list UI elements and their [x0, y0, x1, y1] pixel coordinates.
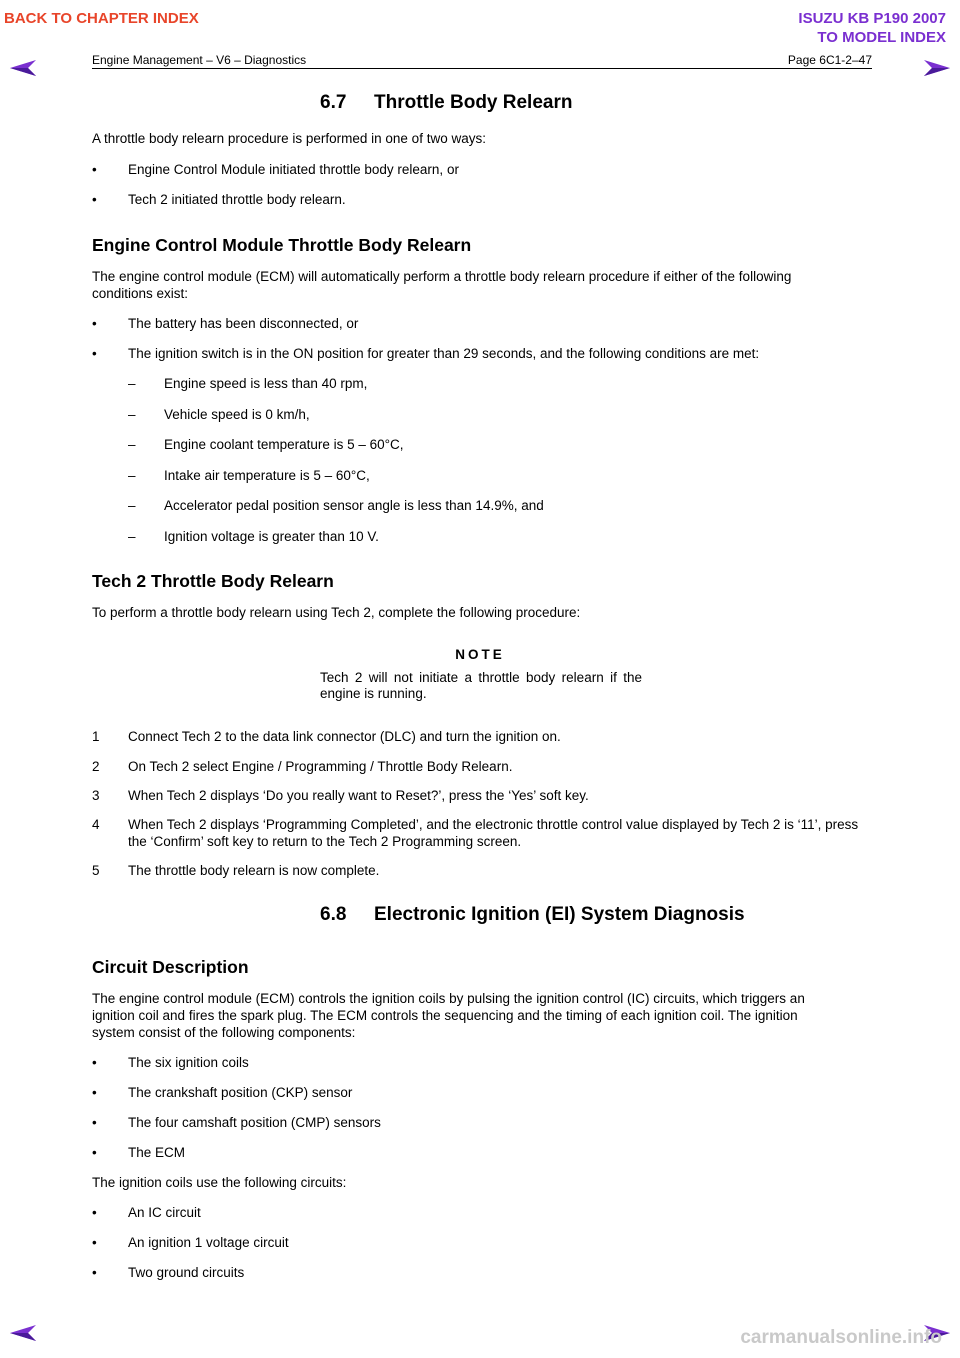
sub-list-item-text: Accelerator pedal position sensor angle is less than 14.9%, and — [164, 498, 544, 513]
sub-list-item-text: Engine coolant temperature is 5 – 60°C, — [164, 437, 404, 452]
step-text: When Tech 2 displays ‘Do you really want to Reset?’, press the ‘Yes’ soft key. — [128, 788, 589, 803]
bullet-icon: • — [92, 1085, 97, 1100]
list-item-text: An IC circuit — [128, 1205, 201, 1220]
note-heading: NOTE — [455, 647, 505, 662]
list-item-text: The crankshaft position (CKP) sensor — [128, 1085, 353, 1100]
list-item-text: Tech 2 initiated throttle body relearn. — [128, 192, 346, 207]
list-item-text: The ignition switch is in the ON position for greater than 29 seconds, and the following conditions are met: — [128, 346, 760, 361]
dash-icon: – — [128, 437, 136, 452]
list-item-text: The battery has been disconnected, or — [128, 316, 359, 331]
dash-icon: – — [128, 407, 136, 422]
dash-icon: – — [128, 529, 136, 544]
back-to-chapter-index-link[interactable]: BACK TO CHAPTER INDEX — [4, 10, 199, 27]
paragraph-line: ignition coil and fires the spark plug. The ECM controls the sequencing and the timing of each ignition coil. The ignition — [92, 1008, 798, 1023]
section-number: 6.7 — [320, 92, 347, 113]
section-title: Throttle Body Relearn — [374, 92, 573, 113]
model-title-link[interactable]: ISUZU KB P190 2007 — [798, 10, 946, 27]
coils-intro: The ignition coils use the following circuits: — [92, 1175, 347, 1190]
sub-list-item-text: Intake air temperature is 5 – 60°C, — [164, 468, 370, 483]
section-6-8-heading — [320, 904, 745, 926]
paragraph-line: conditions exist: — [92, 286, 189, 301]
section-6-7-heading — [320, 92, 572, 114]
dash-icon: – — [128, 468, 136, 483]
sub-list-item-text: Vehicle speed is 0 km/h, — [164, 407, 310, 422]
paragraph-line: The engine control module (ECM) controls the ignition coils by pulsing the ignition control (IC) circuits, which triggers an — [92, 991, 805, 1006]
step-number: 5 — [92, 863, 100, 878]
note-text: Tech 2 will not initiate a throttle body relearn if the engine is running. — [320, 670, 642, 701]
list-item-text: Engine Control Module initiated throttle body relearn, or — [128, 162, 459, 177]
bullet-icon: • — [92, 1115, 97, 1130]
bullet-icon: • — [92, 1055, 97, 1070]
list-item-text: The four camshaft position (CMP) sensors — [128, 1115, 381, 1130]
paragraph-line: The engine control module (ECM) will automatically perform a throttle body relearn procedure if either of the following — [92, 269, 792, 284]
bullet-icon: • — [92, 1265, 97, 1280]
step-number: 4 — [92, 817, 100, 832]
list-item-text: The six ignition coils — [128, 1055, 249, 1070]
running-header — [92, 52, 872, 69]
step-number: 1 — [92, 729, 100, 744]
paragraph-line: system consist of the following components: — [92, 1025, 356, 1040]
model-index-link[interactable]: TO MODEL INDEX — [817, 29, 946, 46]
list-item-text: Two ground circuits — [128, 1265, 245, 1280]
ecm-relearn-heading: Engine Control Module Throttle Body Relearn — [92, 235, 472, 255]
step-text: The throttle body relearn is now complete. — [128, 863, 380, 878]
dash-icon: – — [128, 376, 136, 391]
watermark: carmanualsonline.info — [740, 1327, 942, 1348]
bullet-icon: • — [92, 1205, 97, 1220]
section-title: Electronic Ignition (EI) System Diagnosis — [374, 904, 745, 925]
sub-list-item-text: Ignition voltage is greater than 10 V. — [164, 529, 379, 544]
previous-page-arrow-icon[interactable] — [8, 1323, 38, 1343]
tech2-relearn-heading: Tech 2 Throttle Body Relearn — [92, 571, 334, 591]
previous-page-arrow-icon[interactable] — [8, 58, 38, 78]
step-text: Connect Tech 2 to the data link connector (DLC) and turn the ignition on. — [128, 729, 561, 744]
dash-icon: – — [128, 498, 136, 513]
step-number: 2 — [92, 759, 100, 774]
header-document-title: Engine Management – V6 – Diagnostics — [92, 53, 307, 67]
bullet-icon: • — [92, 316, 97, 331]
list-item-text: An ignition 1 voltage circuit — [128, 1235, 289, 1250]
bullet-icon: • — [92, 1235, 97, 1250]
next-page-arrow-icon[interactable] — [922, 58, 952, 78]
bullet-icon: • — [92, 346, 97, 361]
section-number: 6.8 — [320, 904, 347, 925]
tech2-intro: To perform a throttle body relearn using Tech 2, complete the following procedure: — [92, 605, 581, 620]
bullet-icon: • — [92, 192, 97, 207]
section-intro: A throttle body relearn procedure is performed in one of two ways: — [92, 131, 486, 146]
step-text: On Tech 2 select Engine / Programming / Throttle Body Relearn. — [128, 759, 513, 774]
bullet-icon: • — [92, 162, 97, 177]
step-number: 3 — [92, 788, 100, 803]
bullet-icon: • — [92, 1145, 97, 1160]
list-item-text: The ECM — [128, 1145, 186, 1160]
circuit-description-heading: Circuit Description — [92, 957, 249, 977]
step-text: When Tech 2 displays ‘Programming Completed’, and the electronic throttle control value displayed by Tech 2 is ‘11’, press the ‘Confirm’ soft key to return to the Tech 2 Programming screen. — [128, 817, 859, 849]
header-page-number: Page 6C1-2–47 — [787, 53, 872, 67]
sub-list-item-text: Engine speed is less than 40 rpm, — [164, 376, 368, 391]
